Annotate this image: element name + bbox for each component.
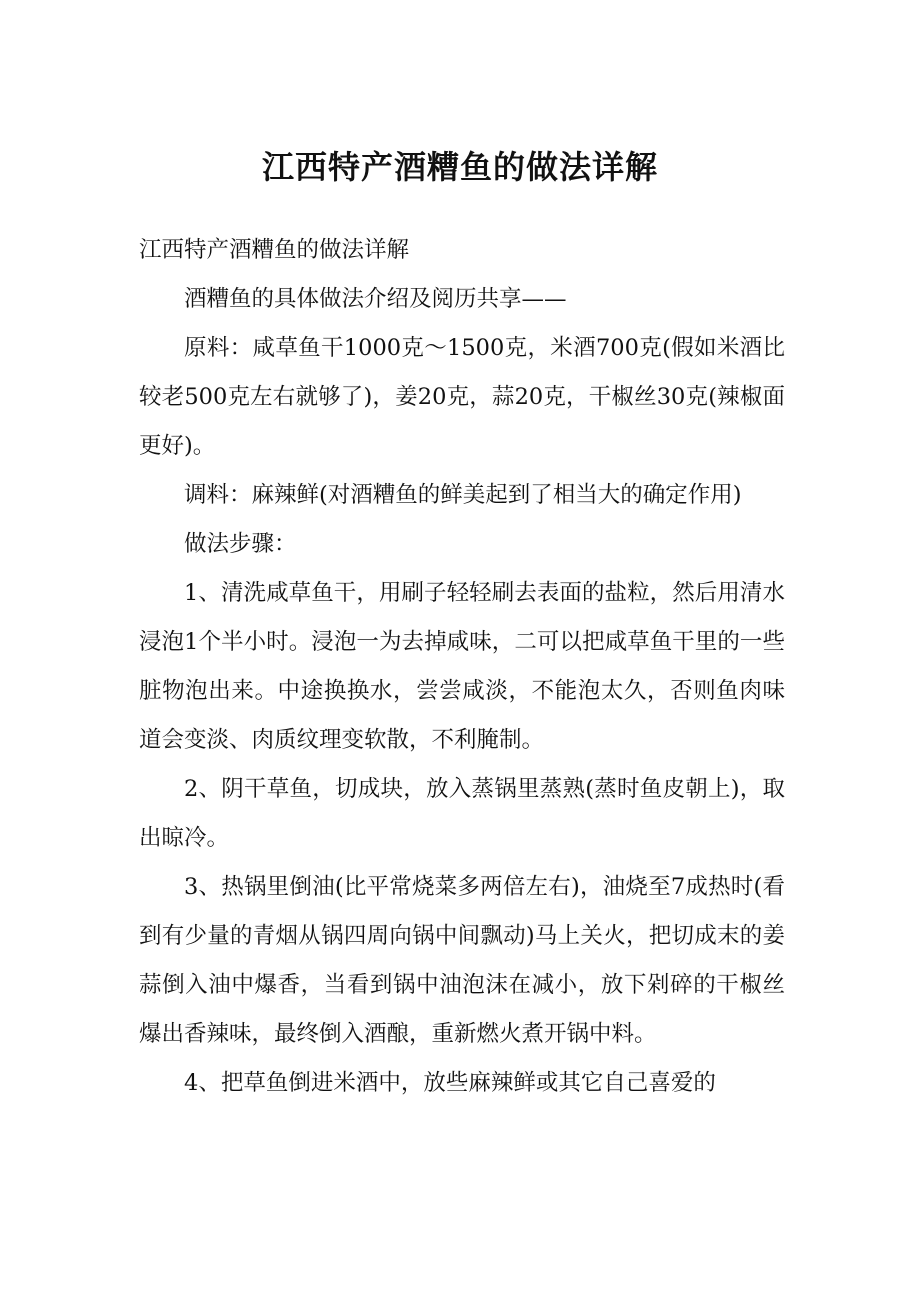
paragraph-step-4: 4、把草鱼倒进米酒中，放些麻辣鲜或其它自己喜爱的 [184,1070,716,1096]
paragraph-intro: 酒糟鱼的具体做法介绍及阅历共享—— [184,286,567,312]
paragraph-seasoning: 调料：麻辣鲜(对酒糟鱼的鲜美起到了相当大的确定作用) [184,482,742,508]
paragraph-step-3: 3、热锅里倒油(比平常烧菜多两倍左右)，油烧至7成热时(看到有少量的青烟从锅四周向锅中间飘动)马上关火，把切成末的姜蒜倒入油中爆香，当看到锅中油泡沫在减小，放下剁碎的干椒丝爆出香辣味，最终倒入酒酿，重新燃火煮开锅中料。 [139,874,785,1047]
paragraph-ingredients: 原料：咸草鱼干1000克～1500克，米酒700克(假如米酒比较老500克左右就够了)，姜20克，蒜20克，干椒丝30克(辣椒面更好)。 [139,335,785,459]
document-body [139,226,785,1108]
document-title: 江西特产酒糟鱼的做法详解 [261,148,658,186]
paragraph-step-2: 2、阴干草鱼，切成块，放入蒸锅里蒸熟(蒸时鱼皮朝上)，取出晾冷。 [139,776,785,851]
paragraph-step-1: 1、清洗咸草鱼干，用刷子轻轻刷去表面的盐粒，然后用清水浸泡1个半小时。浸泡一为去掉咸味，二可以把咸草鱼干里的一些脏物泡出来。中途换换水，尝尝咸淡，不能泡太久，否则鱼肉味道会变淡、肉质纹理变软散，不利腌制。 [139,580,785,753]
paragraph-steps-heading: 做法步骤： [184,531,297,557]
paragraph-subtitle: 江西特产酒糟鱼的做法详解 [139,237,410,263]
